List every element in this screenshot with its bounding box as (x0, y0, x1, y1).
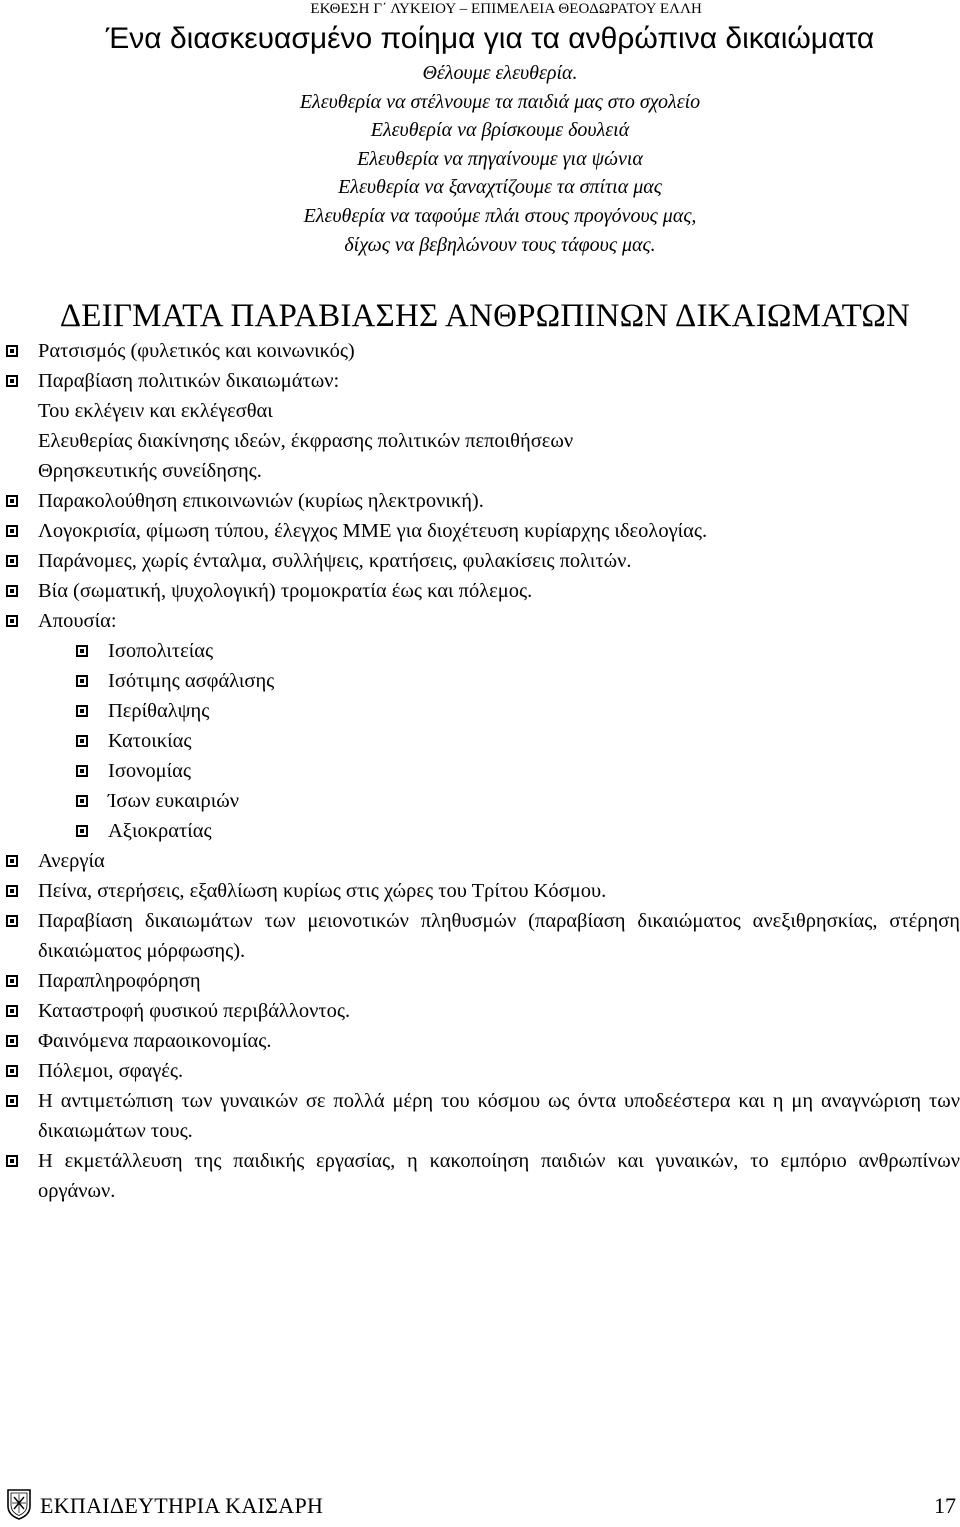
list-item-text: Ρατσισμός (φυλετικός και κοινωνικός) (38, 340, 355, 362)
running-head: ΕΚΘΕΣΗ Γ΄ ΛΥΚΕΙΟΥ – ΕΠΙΜΕΛΕΙΑ ΘΕΟΔΩΡΑΤΟΥ ΕΛΛΗ (310, 1, 702, 17)
checkbox-bullet-icon (6, 1095, 18, 1107)
checkbox-bullet-icon (6, 555, 18, 567)
list-item-text: Παραπληροφόρηση (38, 970, 201, 992)
sub-list-item (0, 666, 960, 696)
list-item (0, 846, 960, 876)
checkbox-bullet-icon (6, 525, 18, 537)
checkbox-bullet-icon (6, 975, 18, 987)
list-item-text: Φαινόμενα παραοικονομίας. (38, 1030, 272, 1052)
checkbox-bullet-icon (76, 645, 88, 657)
list-item (0, 906, 960, 966)
poem-line: Ελευθερία να ταφούμε πλάι στους προγόνους μας, (303, 204, 697, 227)
list-item (0, 516, 960, 546)
poem-line: Ελευθερία να στέλνουμε τα παιδιά μας στο σχολείο (299, 90, 701, 113)
checkbox-bullet-icon (76, 825, 88, 837)
poem-line: Ελευθερία να βρίσκουμε δουλειά (370, 119, 630, 142)
checkbox-bullet-icon (6, 585, 18, 597)
sub-list-item-text: Αξιοκρατίας (108, 820, 212, 842)
sub-list-item (0, 816, 960, 846)
footer-school-name: ΕΚΠΑΙΔΕΥΤΗΡΙΑ ΚΑΙΣΑΡΗ (40, 1493, 324, 1518)
list-item (0, 546, 960, 576)
checkbox-bullet-icon (6, 615, 18, 627)
list-item-text: Παράνομες, χωρίς ένταλμα, συλλήψεις, κρατήσεις, φυλακίσεις πολιτών. (38, 550, 632, 572)
checkbox-bullet-icon (76, 675, 88, 687)
list-item (0, 1086, 960, 1146)
list-item-text: Ανεργία (38, 850, 105, 872)
poem-line: δίχως να βεβηλώνουν τους τάφους μας. (344, 233, 656, 256)
list-item-continuation: Ελευθερίας διακίνησης ιδεών, έκφρασης πολιτικών πεποιθήσεων (38, 430, 574, 452)
checkbox-bullet-icon (6, 1155, 18, 1167)
checkbox-bullet-icon (6, 885, 18, 897)
list-item (0, 996, 960, 1026)
sub-list-item-text: Ισονομίας (108, 760, 192, 782)
checkbox-bullet-icon (76, 795, 88, 807)
list-item (0, 966, 960, 996)
sub-list-item (0, 786, 960, 816)
list-item-text: Πόλεμοι, σφαγές. (38, 1060, 184, 1082)
list-item (0, 1026, 960, 1056)
checkbox-bullet-icon (6, 1005, 18, 1017)
sub-list-item-text: Ισότιμης ασφάλισης (108, 670, 275, 692)
list-item-text: Η αντιμετώπιση των γυναικών σε πολλά μέρη του κόσμου ως όντα υποδεέστερα και η μη αναγνώριση των δικαιωμάτων τους. (38, 1090, 960, 1142)
list-item-text: Παραβίαση πολιτικών δικαιωμάτων: (38, 370, 340, 392)
checkbox-bullet-icon (6, 1065, 18, 1077)
school-crest-icon (6, 1488, 32, 1520)
list-item (0, 876, 960, 906)
sub-list-item (0, 636, 960, 666)
list-item (0, 486, 960, 516)
page-title: Ένα διασκευασμένο ποίημα για τα ανθρώπινα δικαιώματα (105, 22, 875, 55)
checkbox-bullet-icon (6, 915, 18, 927)
sub-list-item (0, 696, 960, 726)
checkbox-bullet-icon (6, 345, 18, 357)
list-item (0, 576, 960, 606)
list-item (0, 1146, 960, 1206)
poem-line: Ελευθερία να πηγαίνουμε για ψώνια (357, 147, 643, 170)
sub-list-item-text: Κατοικίας (108, 730, 192, 752)
poem-line: Ελευθερία να ξαναχτίζουμε τα σπίτια μας (338, 176, 662, 199)
sub-list-item-text: Ίσων ευκαιριών (108, 790, 240, 812)
list-item-continuation: Του εκλέγειν και εκλέγεσθαι (38, 400, 273, 422)
list-item-text: Απουσία: (38, 610, 117, 632)
sub-list-item (0, 726, 960, 756)
list-item-text: Πείνα, στερήσεις, εξαθλίωση κυρίως στις χώρες του Τρίτου Κόσμου. (38, 880, 607, 902)
sub-list-item (0, 756, 960, 786)
list-item (0, 336, 960, 366)
list-item (0, 606, 960, 636)
list-item-text: Η εκμετάλλευση της παιδικής εργασίας, η κακοποίηση παιδιών και γυναικών, το εμπόριο ανθρωπίνων οργάνων. (38, 1150, 960, 1202)
list-item-text: Καταστροφή φυσικού περιβάλλοντος. (38, 1000, 351, 1022)
poem (0, 59, 960, 259)
checkbox-bullet-icon (76, 735, 88, 747)
list-item-continuation: Θρησκευτικής συνείδησης. (38, 460, 262, 482)
list-item-text: Παρακολούθηση επικοινωνιών (κυρίως ηλεκτρονική). (38, 490, 484, 512)
checkbox-bullet-icon (6, 375, 18, 387)
checkbox-bullet-icon (76, 765, 88, 777)
sub-list-item-text: Ισοπολιτείας (108, 640, 214, 662)
violations-list (0, 336, 960, 1206)
checkbox-bullet-icon (76, 705, 88, 717)
list-item (0, 366, 960, 396)
poem-line: Θέλουμε ελευθερία. (422, 62, 578, 84)
section-title: ΔΕΙΓΜΑΤΑ ΠΑΡΑΒΙΑΣΗΣ ΑΝΘΡΩΠΙΝΩΝ ΔΙΚΑΙΩΜΑΤΩΝ (59, 298, 911, 334)
checkbox-bullet-icon (6, 495, 18, 507)
list-item-text: Βία (σωματική, ψυχολογική) τρομοκρατία έως και πόλεμος. (38, 580, 533, 602)
sub-list-item-text: Περίθαλψης (108, 700, 210, 722)
checkbox-bullet-icon (6, 1035, 18, 1047)
list-item (0, 1056, 960, 1086)
list-item-text: Παραβίαση δικαιωμάτων των μειονοτικών πληθυσμών (παραβίαση δικαιώματος ανεξιθρησκίας, στέρηση δικαιώματος μόρφωσης). (38, 910, 960, 962)
list-item-text: Λογοκρισία, φίμωση τύπου, έλεγχος ΜΜΕ για διοχέτευση κυρίαρχης ιδεολογίας. (38, 520, 708, 542)
page-footer (0, 1488, 960, 1524)
page-number: 17 (934, 1493, 956, 1518)
checkbox-bullet-icon (6, 855, 18, 867)
